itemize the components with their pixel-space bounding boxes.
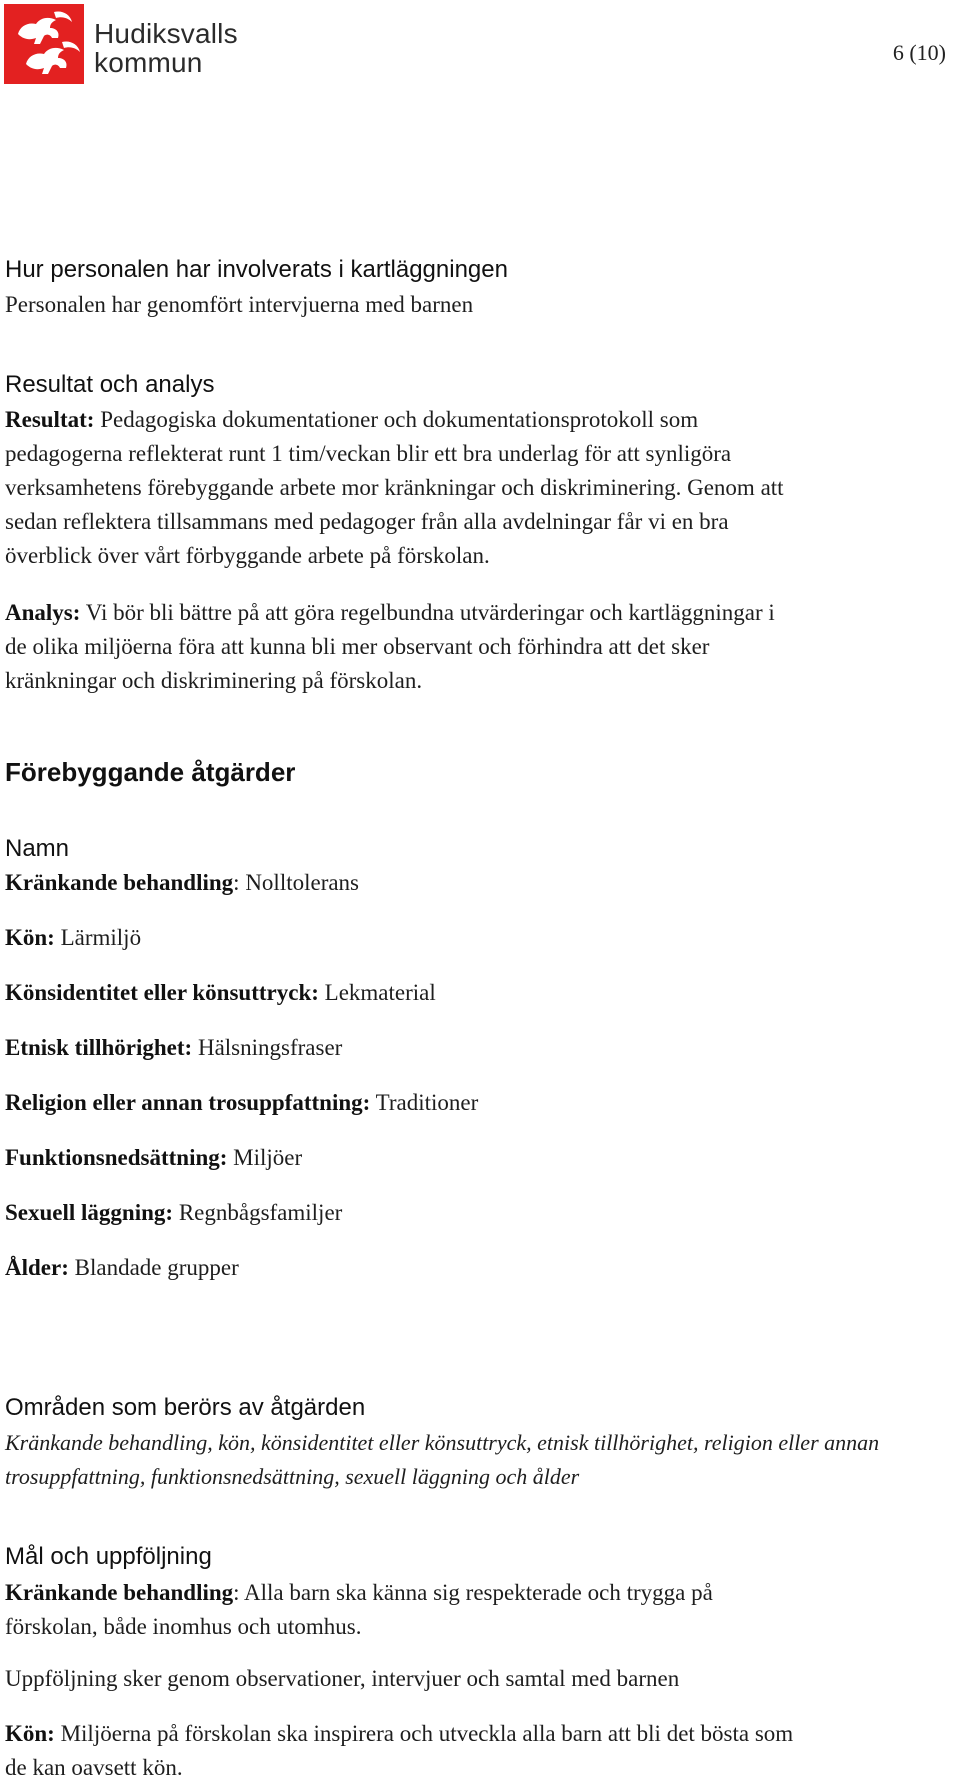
name-heading: Namn — [5, 835, 70, 862]
measure-label: Kränkande behandling — [5, 870, 234, 895]
measure-value: Hälsningsfraser — [197, 1035, 343, 1060]
goals-heading: Mål och uppföljning — [5, 1543, 212, 1570]
analysis-line: kränkningar och diskriminering på förskolan. — [5, 668, 423, 693]
municipality-logo — [4, 4, 252, 84]
resultat-label: Resultat: — [5, 407, 95, 432]
kb-label: Kränkande behandling — [5, 1580, 234, 1605]
measure-value: Miljöer — [233, 1145, 303, 1170]
measure-item — [5, 1251, 955, 1285]
measure-label: Funktionsnedsättning: — [5, 1145, 228, 1170]
measure-item: Kränkande behandling: Nolltolerans — [5, 870, 360, 895]
goals-kb-paragraph: Kränkande behandling: Alla barn ska känna sig respekterade och trygga på förskolan, både inomhus och utomhus. — [5, 1580, 713, 1639]
result-line: sedan reflektera tillsammans med pedagoger från alla avdelningar får vi en bra — [5, 509, 729, 534]
areas-line: Kränkande behandling, kön, könsidentitet eller könsuttryck, etnisk tillhörighet, religion eller annan — [5, 1430, 880, 1455]
measure-item — [5, 921, 955, 955]
measure-item — [5, 1196, 955, 1230]
measure-item — [5, 1031, 955, 1065]
kon-label: Kön: — [5, 1721, 55, 1746]
areas-text — [5, 1426, 955, 1494]
measure-label: Etnisk tillhörighet: — [5, 1035, 193, 1060]
result-paragraph — [5, 403, 955, 573]
brand-name — [94, 19, 238, 77]
measure-value: Traditioner — [375, 1090, 479, 1115]
involvement-heading: Hur personalen har involverats i kartläggningen — [5, 256, 508, 283]
measure-item — [5, 1141, 955, 1175]
brand-line-2: kommun — [94, 47, 203, 78]
followup-text: Uppföljning sker genom observationer, intervjuer och samtal med barnen — [5, 1666, 680, 1691]
measure-label: Sexuell läggning: — [5, 1200, 174, 1225]
analysis-line: de olika miljöerna föra att kunna bli mer observant och förhindra att det sker — [5, 634, 710, 659]
involvement-text — [5, 288, 955, 322]
measure-label: Kön: — [5, 925, 55, 950]
involvement-line: Personalen har genomfört intervjuerna med barnen — [5, 292, 474, 317]
measure-label: Ålder: — [5, 1255, 69, 1280]
measure-item — [5, 976, 955, 1010]
areas-line: trosuppfattning, funktionsnedsättning, sexuell läggning och ålder — [5, 1464, 580, 1489]
analysis-line: Analys: Vi bör bli bättre på att göra regelbundna utvärderingar och kartläggningar i — [5, 600, 775, 625]
measure-value: Regnbågsfamiljer — [178, 1200, 343, 1225]
result-heading: Resultat och analys — [5, 371, 215, 398]
measure-label: Könsidentitet eller könsuttryck: — [5, 980, 319, 1005]
measures-heading: Förebyggande åtgärder — [5, 757, 296, 787]
result-line: Resultat: Pedagogiska dokumentationer och dokumentationsprotokoll som — [5, 407, 699, 432]
measure-label: Religion eller annan trosuppfattning: — [5, 1090, 371, 1115]
result-line: pedagogerna reflekterat runt 1 tim/veckan blir ett bra underlag för att synligöra — [5, 441, 732, 466]
analys-label: Analys: — [5, 600, 81, 625]
result-line: verksamhetens förebyggande arbete mor kränkningar och diskriminering. Genom att — [5, 475, 784, 500]
page-number: 6 (10) — [892, 40, 946, 65]
measure-value: Nolltolerans — [245, 870, 360, 895]
brand-line-1: Hudiksvalls — [94, 18, 238, 49]
goals-kon-paragraph: Kön: Miljöerna på förskolan ska inspirera och utveckla alla barn att bli det bösta som de kan oavsett kön. — [5, 1721, 794, 1780]
goat-emblem-icon — [4, 4, 84, 84]
analysis-paragraph — [5, 596, 955, 698]
measure-item — [5, 1086, 955, 1120]
areas-heading: Områden som berörs av åtgärden — [5, 1394, 366, 1421]
result-line: överblick över vårt förbyggande arbete på förskolan. — [5, 543, 490, 568]
measure-value: Lekmaterial — [324, 980, 436, 1005]
measure-value: Lärmiljö — [60, 925, 142, 950]
measure-value: Blandade grupper — [74, 1255, 239, 1280]
